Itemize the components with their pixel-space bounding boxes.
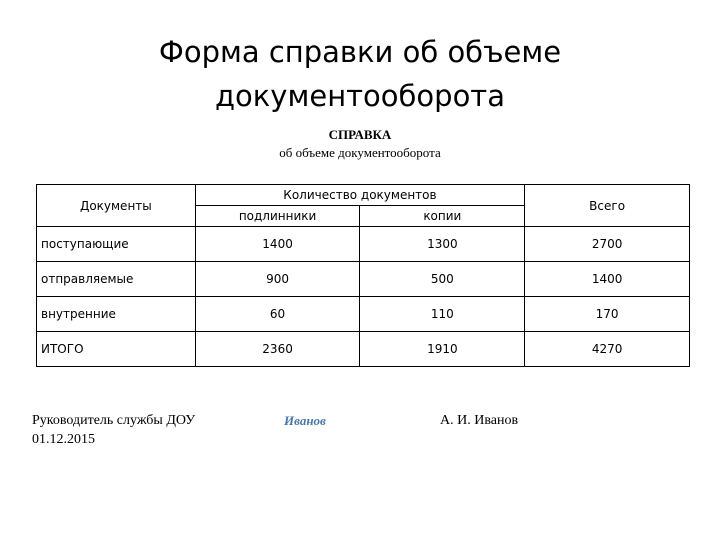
document-subtitle: об объеме документооборота: [279, 145, 441, 160]
table-row: [37, 227, 690, 262]
row-total: 4270: [525, 332, 690, 367]
signer-name: А. И. Иванов: [440, 413, 519, 428]
table-row-total: [37, 332, 690, 367]
slide-title-line2: документооборота: [215, 79, 505, 113]
row-originals: 900: [195, 262, 360, 297]
row-total: 1400: [525, 262, 690, 297]
handwritten-signature: Иванов: [284, 413, 326, 428]
row-originals: 60: [195, 297, 360, 332]
row-copies: 110: [360, 297, 525, 332]
header-originals: подлинники: [195, 206, 360, 227]
row-copies: 500: [360, 262, 525, 297]
document-date: 01.12.2015: [32, 432, 95, 447]
table-header-row: [37, 185, 690, 206]
row-label: ИТОГО: [37, 332, 196, 367]
row-total: 2700: [525, 227, 690, 262]
row-label: поступающие: [37, 227, 196, 262]
row-originals: 2360: [195, 332, 360, 367]
slide-title: [60, 30, 660, 118]
document-heading: [160, 126, 560, 162]
row-copies: 1300: [360, 227, 525, 262]
header-documents: Документы: [37, 185, 196, 227]
header-quantity: Количество документов: [195, 185, 525, 206]
row-label: отправляемые: [37, 262, 196, 297]
table-row: [37, 297, 690, 332]
row-originals: 1400: [195, 227, 360, 262]
row-total: 170: [525, 297, 690, 332]
document-title: СПРАВКА: [328, 127, 392, 142]
table-row: [37, 262, 690, 297]
header-copies: копии: [360, 206, 525, 227]
header-total: Всего: [525, 185, 690, 227]
row-copies: 1910: [360, 332, 525, 367]
row-label: внутренние: [37, 297, 196, 332]
signer-position: Руководитель службы ДОУ: [32, 413, 196, 428]
report-table: [36, 184, 690, 367]
slide-title-line1: Форма справки об объеме: [158, 35, 562, 69]
